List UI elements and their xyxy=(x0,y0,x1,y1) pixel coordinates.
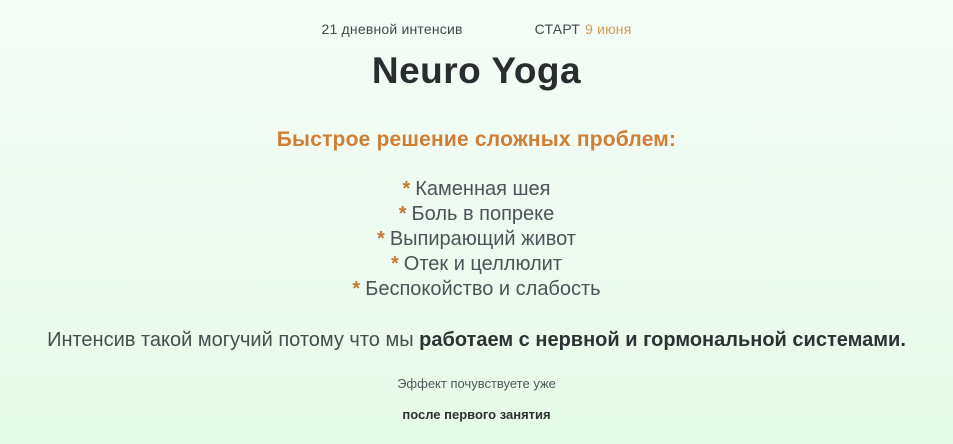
start-date-value: 9 июня xyxy=(585,21,632,37)
list-item xyxy=(352,177,600,202)
list-item xyxy=(352,202,600,227)
asterisk-bullet: * xyxy=(377,228,385,250)
asterisk-bullet: * xyxy=(352,278,361,300)
asterisk-bullet: * xyxy=(398,203,407,225)
statement-normal-part: Интенсив такой могучий потому что мы xyxy=(47,329,420,351)
problems-heading: Быстрое решение сложных проблем: xyxy=(276,128,677,151)
program-duration-label: 21 дневной интенсив xyxy=(321,21,463,37)
start-label: СТАРТ xyxy=(534,21,581,37)
page-title: Neuro Yoga xyxy=(371,50,582,91)
list-item-label: Беспокойство и слабость xyxy=(365,278,601,300)
list-item-label: Каменная шея xyxy=(415,178,551,200)
intensive-statement xyxy=(47,328,906,352)
list-item xyxy=(352,227,600,252)
list-item-label: Боль в попреке xyxy=(411,203,555,225)
statement-bold-part: работаем с нервной и гормональной системами. xyxy=(419,329,906,351)
list-item-label: Выпирающий живот xyxy=(389,228,576,250)
list-item xyxy=(352,277,600,302)
header-meta xyxy=(321,20,631,38)
list-item-label: Отек и целлюлит xyxy=(403,253,563,275)
effect-note: Эффект почувствуете уже xyxy=(397,376,556,391)
list-item xyxy=(352,252,600,277)
asterisk-bullet: * xyxy=(402,178,411,200)
asterisk-bullet: * xyxy=(390,253,399,275)
start-date xyxy=(535,20,632,38)
first-session-note: после первого занятия xyxy=(402,407,551,422)
problems-list xyxy=(352,177,600,302)
